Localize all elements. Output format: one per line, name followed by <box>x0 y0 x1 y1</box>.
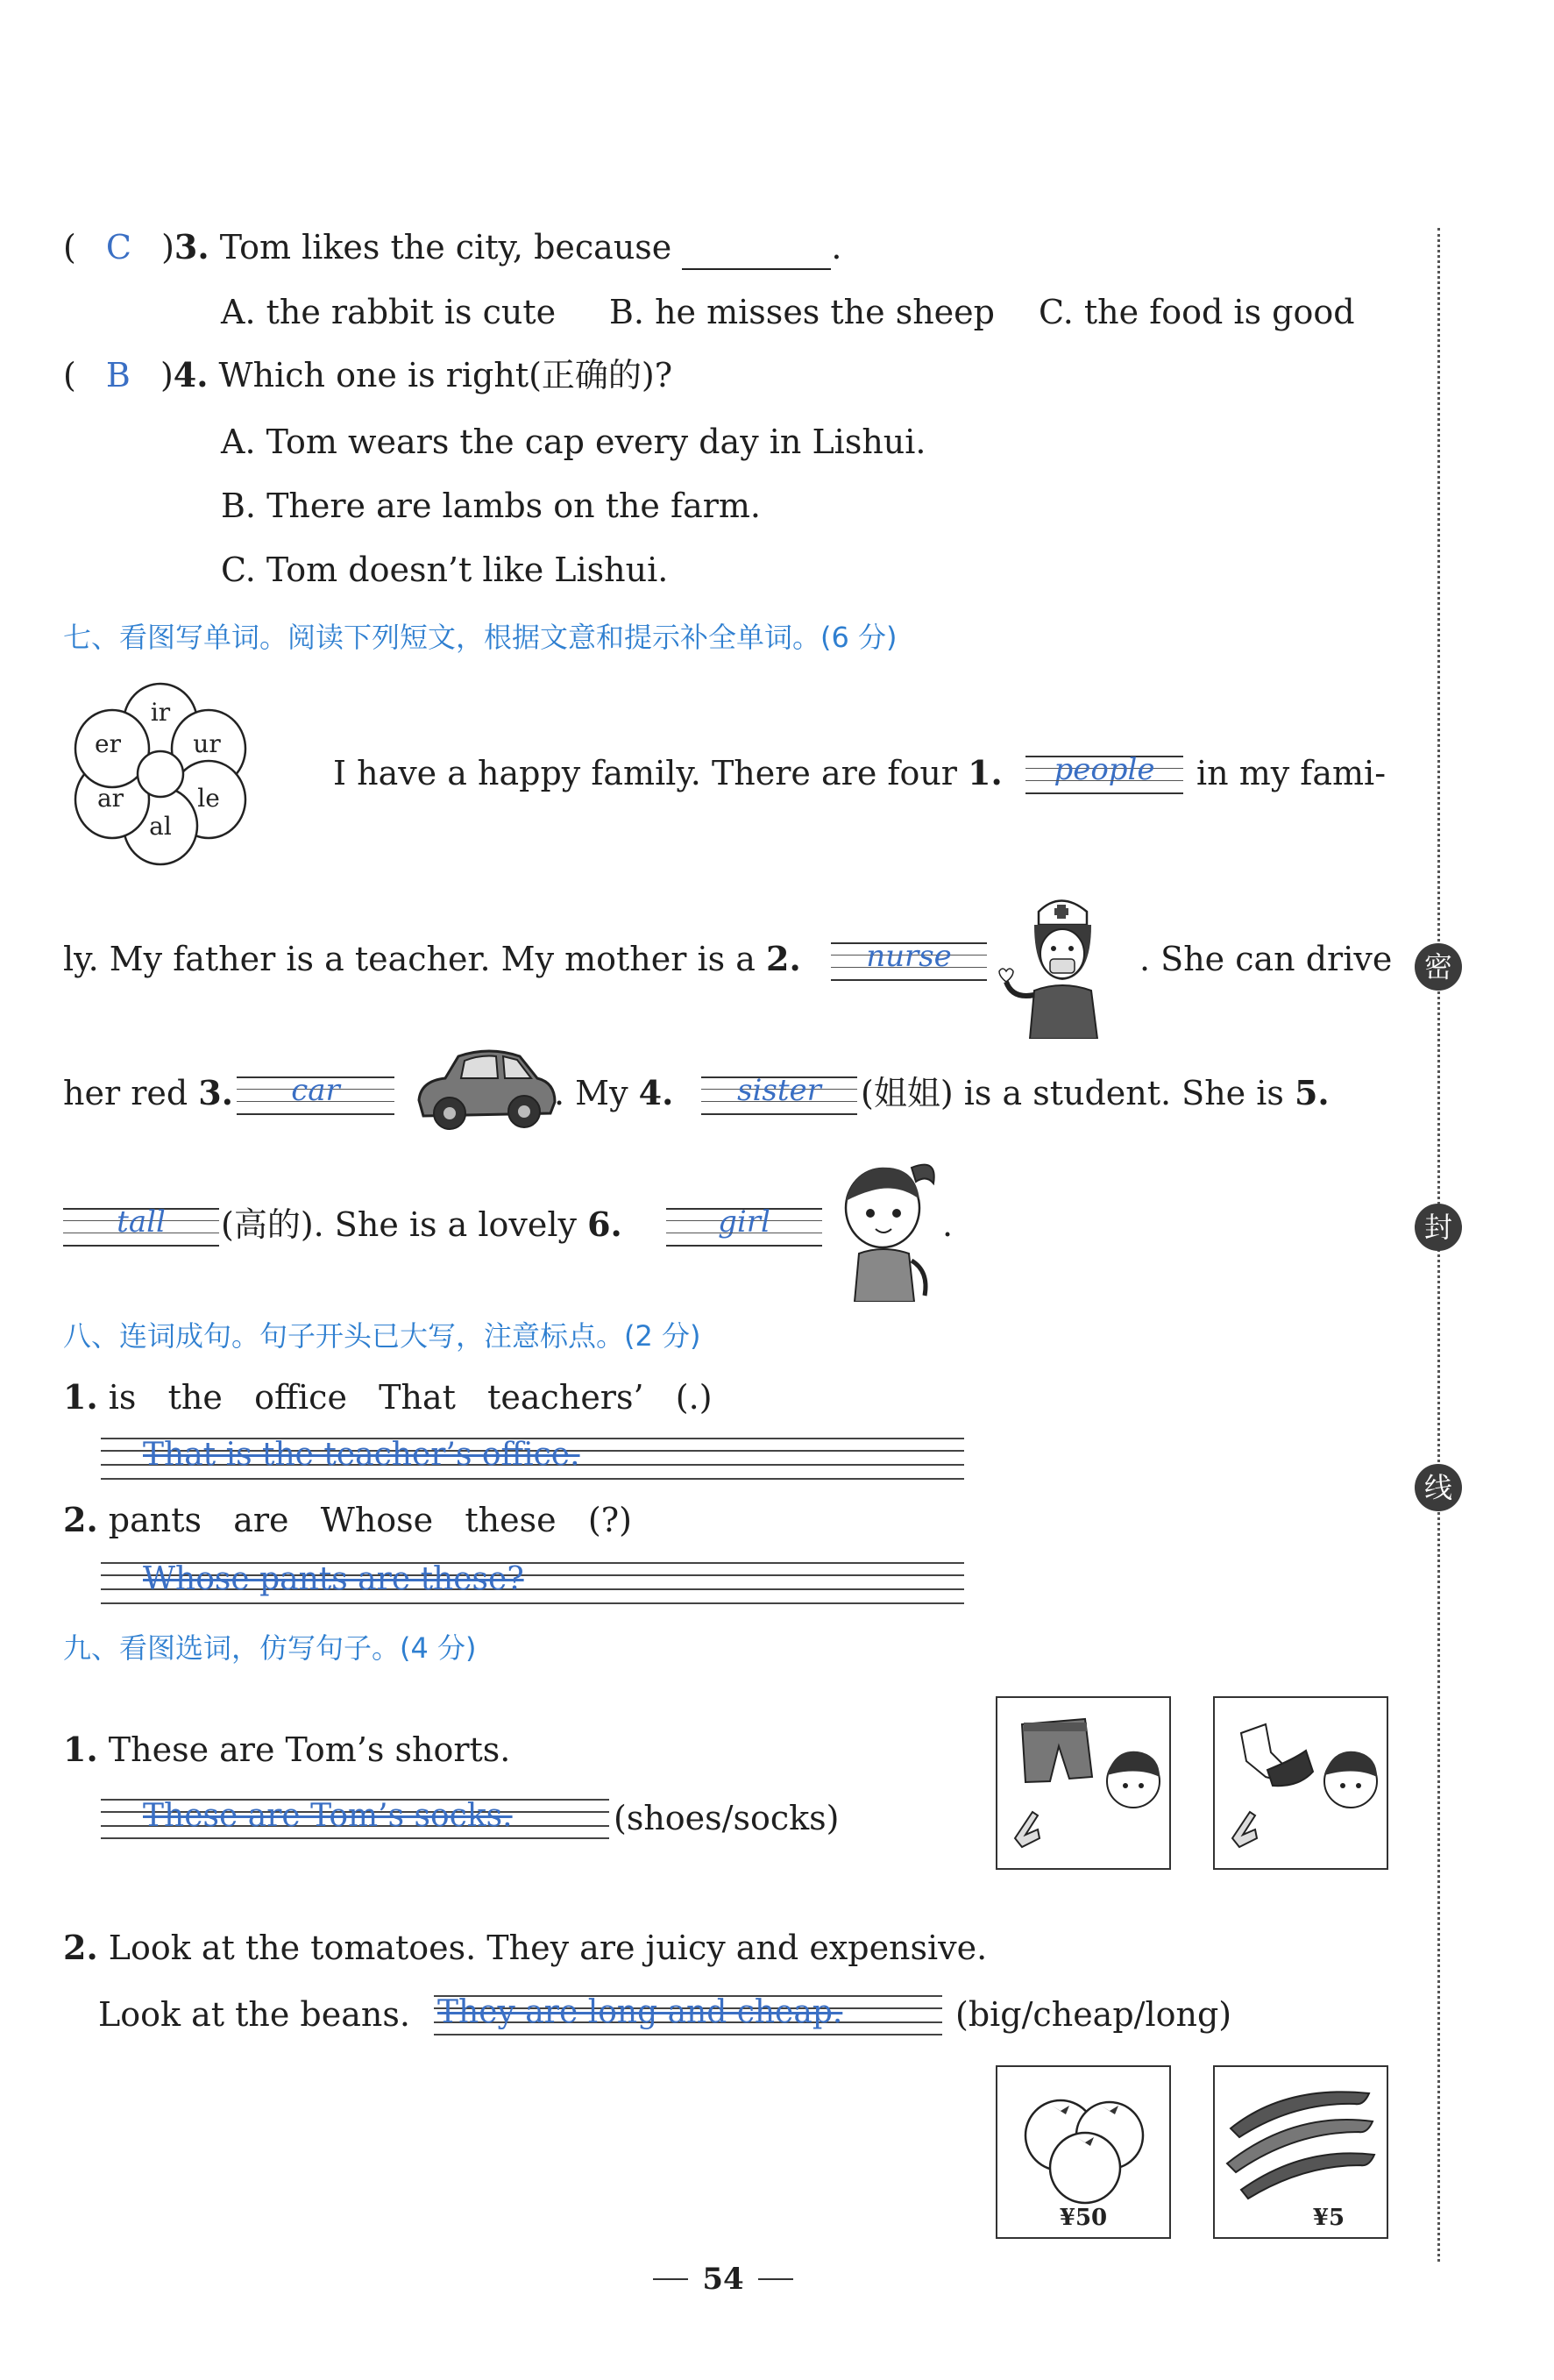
answer-3: car <box>291 1073 340 1108</box>
passage-line-3 <box>63 1072 233 1114</box>
section9-item-2 <box>63 1927 987 1969</box>
flower-petal: ar <box>96 784 124 813</box>
passage-text: . My <box>554 1074 628 1112</box>
flower-petal: ur <box>193 729 221 758</box>
section9-item-1 <box>63 1729 510 1771</box>
q4-option-c: C. Tom doesn’t like Lishui. <box>221 551 669 589</box>
q4-option-b: B. There are lambs on the farm. <box>221 487 761 525</box>
answer-6: girl <box>718 1204 770 1240</box>
q4-text: Which one is right(正确的)? <box>218 356 673 394</box>
section9-item-2-prompt: Look at the beans. <box>98 1995 410 2034</box>
model-sentence: Look at the tomatoes. They are juicy and expensive. <box>108 1929 988 1967</box>
socks-picture <box>1213 1696 1388 1870</box>
q3-number: 3. <box>174 227 209 266</box>
passage-line-2 <box>63 938 801 980</box>
blank-number-2: 2. <box>766 939 801 978</box>
passage-line-1 <box>333 752 1003 794</box>
item-number: 2. <box>63 1500 98 1539</box>
seal-mi: 密 <box>1415 943 1462 991</box>
flower-petal: er <box>95 729 121 758</box>
item-number: 2. <box>63 1928 98 1967</box>
flower-petal: al <box>149 812 172 841</box>
girl-illustration <box>828 1148 954 1302</box>
section7-heading: 七、看图写单词。阅读下列短文，根据文意和提示补全单词。(6 分) <box>63 621 898 654</box>
q3-period: . <box>831 228 842 266</box>
q3-option-a: A. the rabbit is cute <box>221 293 557 331</box>
q3-answer: C <box>105 228 131 266</box>
beans-price: ¥5 <box>1312 2205 1345 2231</box>
blank-5 <box>63 1204 219 1247</box>
passage-line-3-mid <box>554 1072 673 1114</box>
q3-text: Tom likes the city, because <box>219 228 672 266</box>
blank-number-1: 1. <box>968 753 1003 792</box>
blank-number-3: 3. <box>198 1073 233 1112</box>
section8-item-1-words <box>63 1376 713 1418</box>
passage-line-4-end: . <box>942 1205 954 1244</box>
blank-number-4: 4. <box>638 1073 674 1112</box>
tomato-price: ¥50 <box>1059 2205 1108 2231</box>
q4-paren-open: ( <box>63 356 76 394</box>
answer-sentence: These are Tom’s socks. <box>143 1798 513 1834</box>
section9-item-1-hint: (shoes/socks) <box>614 1799 840 1837</box>
answer-sentence: They are long and cheap. <box>437 1994 843 2030</box>
q4-number: 4. <box>173 355 209 394</box>
blank-3 <box>237 1073 394 1115</box>
q3-blank <box>682 226 831 270</box>
answer-1: people <box>1054 752 1155 787</box>
answer-sentence: That is the teacher’s office. <box>143 1437 580 1473</box>
section9-item-1-answer-line <box>101 1799 609 1841</box>
blank-number-6: 6. <box>587 1204 622 1244</box>
passage-text: (高的). She is a lovely <box>221 1205 577 1244</box>
seal-xian: 线 <box>1415 1464 1462 1511</box>
section9-item-2-answer-line <box>434 1995 942 2037</box>
passage-text: (姐姐) is a student. She is <box>861 1074 1284 1112</box>
section8-item-2-answer-line <box>101 1562 964 1606</box>
q4-row <box>63 354 672 396</box>
car-illustration <box>410 1039 559 1135</box>
item-number: 1. <box>63 1730 98 1769</box>
flower-illustration <box>60 677 261 870</box>
item-number: 1. <box>63 1377 98 1417</box>
page-number: 54 <box>702 2262 744 2297</box>
flower-petal: le <box>197 784 220 813</box>
q3-row <box>63 226 841 270</box>
scrambled-words: is the office That teachers’ (.) <box>108 1378 713 1417</box>
answer-2: nurse <box>866 939 952 974</box>
q4-option-a: A. Tom wears the cap every day in Lishui. <box>221 423 926 461</box>
blank-4 <box>701 1073 857 1115</box>
answer-4: sister <box>737 1073 821 1108</box>
section9-item-2-hint: (big/cheap/long) <box>955 1995 1232 2034</box>
q4-answer: B <box>105 356 131 394</box>
flower-petal: ir <box>150 698 171 727</box>
q3-option-b: B. he misses the sheep <box>609 293 995 331</box>
beans-picture <box>1213 2065 1388 2239</box>
section8-item-2-words <box>63 1499 632 1541</box>
section9-heading: 九、看图选词，仿写句子。(4 分) <box>63 1631 477 1665</box>
page-number-area <box>653 2257 793 2301</box>
nurse-illustration <box>990 885 1131 1039</box>
q3-paren-open: ( <box>63 228 76 266</box>
blank-1 <box>1025 752 1183 794</box>
passage-line-1-end: in my fami- <box>1196 754 1387 792</box>
seal-feng: 封 <box>1415 1204 1462 1251</box>
passage-line-2-end: . She can drive <box>1139 940 1393 978</box>
blank-number-5: 5. <box>1294 1073 1330 1112</box>
q3-option-c: C. the food is good <box>1039 293 1355 331</box>
q3-paren-close: ) <box>161 228 174 266</box>
blank-6 <box>666 1204 822 1247</box>
passage-line-4 <box>221 1204 622 1246</box>
q4-paren-close: ) <box>160 356 174 394</box>
passage-text: I have a happy family. There are four <box>333 754 957 792</box>
model-sentence: These are Tom’s shorts. <box>108 1730 511 1769</box>
shorts-picture <box>996 1696 1171 1870</box>
section8-heading: 八、连词成句。句子开头已大写，注意标点。(2 分) <box>63 1319 701 1353</box>
section8-item-1-answer-line <box>101 1438 964 1481</box>
passage-text: her red <box>63 1074 188 1112</box>
passage-line-3-mid2 <box>861 1072 1330 1114</box>
answer-5: tall <box>117 1204 166 1240</box>
tomatoes-picture <box>996 2065 1171 2239</box>
passage-text: ly. My father is a teacher. My mother is a <box>63 940 756 978</box>
scrambled-words: pants are Whose these (?) <box>108 1501 632 1539</box>
blank-2 <box>831 939 987 981</box>
answer-sentence: Whose pants are these? <box>143 1561 524 1597</box>
